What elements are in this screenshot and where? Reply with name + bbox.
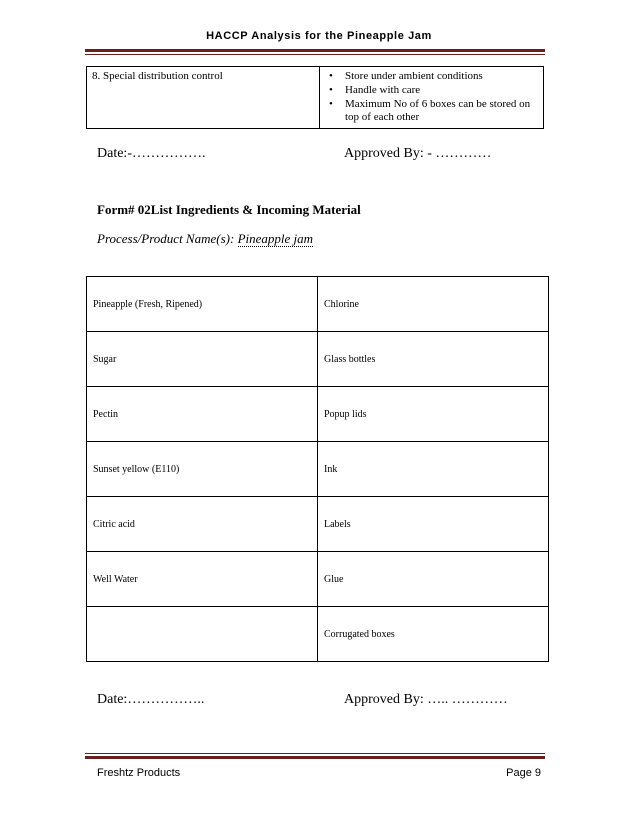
ingredient-cell: Sunset yellow (E110) <box>87 442 318 497</box>
form-title: Form# 02List Ingredients & Incoming Material <box>97 202 361 217</box>
table-row <box>87 607 549 662</box>
material-cell: Ink <box>318 442 549 497</box>
distribution-list <box>325 70 538 124</box>
list-item: • Store under ambient conditions <box>325 70 538 83</box>
material-cell: Glass bottles <box>318 332 549 387</box>
material-cell: Labels <box>318 497 549 552</box>
ingredient-cell: Citric acid <box>87 497 318 552</box>
table-row <box>87 332 549 387</box>
footer-page-number: Page 9 <box>506 767 541 779</box>
ingredient-cell: Well Water <box>87 552 318 607</box>
table-row <box>87 552 549 607</box>
date-line: Date:…………….. <box>97 692 205 707</box>
footer-company: Freshtz Products <box>97 767 181 779</box>
process-line <box>97 231 313 247</box>
list-item: • Maximum No of 6 boxes can be stored on top of each other <box>325 98 538 124</box>
material-cell: Glue <box>318 552 549 607</box>
approved-by-line: Approved By: - ………… <box>344 146 492 161</box>
ingredient-cell: Pineapple (Fresh, Ripened) <box>87 277 318 332</box>
date-line: Date:-……………. <box>97 146 206 161</box>
ingredient-cell <box>87 607 318 662</box>
distribution-table <box>86 66 544 129</box>
distribution-label: 8. Special distribution control <box>87 67 320 129</box>
table-row <box>87 497 549 552</box>
ingredient-cell: Pectin <box>87 387 318 442</box>
table-row <box>87 442 549 497</box>
header-rule <box>85 49 545 52</box>
material-cell: Corrugated boxes <box>318 607 549 662</box>
approved-by-line: Approved By: ….. ………… <box>344 692 508 707</box>
list-item: • Handle with care <box>325 84 538 97</box>
footer-rule <box>85 756 545 759</box>
ingredient-cell: Sugar <box>87 332 318 387</box>
header-rule-thin <box>85 54 545 55</box>
table-row <box>87 67 544 129</box>
footer-rule-thin <box>85 753 545 754</box>
product-name: Pineapple jam <box>237 231 314 246</box>
table-row <box>87 387 549 442</box>
material-cell: Chlorine <box>318 277 549 332</box>
page-header-title: HACCP Analysis for the Pineapple Jam <box>206 30 432 42</box>
ingredients-table <box>86 276 549 662</box>
table-row <box>87 277 549 332</box>
material-cell: Popup lids <box>318 387 549 442</box>
distribution-items-cell <box>320 67 544 129</box>
process-label: Process/Product Name(s): <box>97 231 238 246</box>
